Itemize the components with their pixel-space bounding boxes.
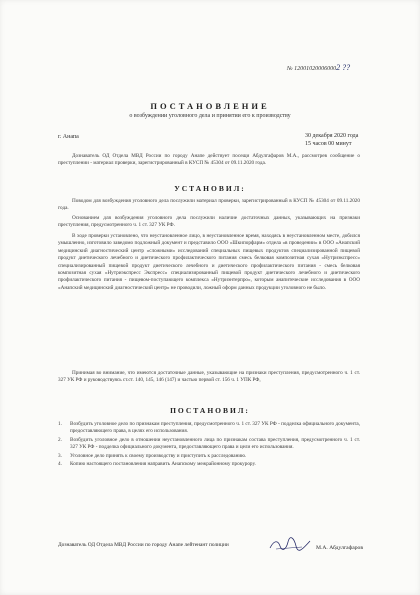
document-number [287,63,350,72]
document-time: 15 часов 00 минут [305,141,352,147]
document-city: г. Анапа [58,134,79,140]
resolved-item: 4. Копию настоящего постановления направить Анапскому межрайонному прокурору. [58,461,256,468]
resolved-item: 1. Возбудить уголовное дело по признакам преступления, предусмотренного ч. 1 ст. 327 УК РФ - подделка официального документа, предоставляющего права, в целях его использования. [58,421,360,435]
intro-paragraph: Дознаватель ОД Отдела МВД России по городу Анапе действует посещи Абдулгафаров М.А., рассмотрев сообщение о преступлении - материал проверки, зарегистрированный в КУСП № 45304 от 09.11.2020 года. [58,153,360,167]
document-subtitle: о возбуждении уголовного дела и принятии его к производству [129,113,291,119]
resolved-item: 2. Возбудить уголовное дело в отношении неустановленного лица по признакам состава преступления, предусмотренного ч. 1 ст. 327 УК РФ - подделка официального документа, предоставляющего права и цели его использования. [58,436,360,451]
handwritten-signature [268,536,312,552]
resolved-item: 3. Уголовное дело принять к своему производству и приступить к расследованию. [58,452,247,459]
established-heading: УСТАНОВИЛ: [174,184,246,193]
closing-paragraph: Принимая во внимание, что имеются достаточные данные, указывающие на признаки преступления, предусмотренного ч. 1 ст. 327 УК РФ и руководствуясь ст.ст. 140, 145, 146 (147) и частью первой ст. 156 ч. 1 УПК РФ, [58,370,360,384]
established-paragraph-1: Поводом для возбуждения уголовного дела послужили материал проверки, зарегистрированный в КУСП № 45304 от 09.11.2020 года. [58,198,360,212]
established-paragraph-3: В ходе проверки установлено, что неустановленное лицо, в неустановленное время, находясь в неустановленном месте, добился умышленно, изготовило заведомо подложный документ и представило ООО «Шкипорфарм» отдела «в проведении» в ООО «Анапский медицинский диагностический центр «сложными» исследований специальных пищевых продуктов специализированной пищевой продукт диетического лечебного и диетического профилактического питания смесь белковая композитная сухая «Нутриэкспресс» специализированный пищевой продукт диетического лечебного и диетического профилактического питания - смесь белковая композитная сухая «Нутриэкспресс Экспресс» специализированный пищевой продукт диетического лечебного и диетического профилактического питания - пищевом-поступающего комплекса «Нутриэнтерпро», которым анапитеческие исследования в ООО «Анапский медицинский диагностический центр» не проводили, ложный оформ данных продукции уголовного не было. [58,233,360,291]
document-number-label: № 12001020006000 [287,66,337,72]
signatory-name: М.А. Абдулгафаров [316,545,363,551]
handwritten-number: 2 ?? [336,63,351,72]
document-title: ПОСТАНОВЛЕНИЕ [150,101,270,111]
resolved-heading: ПОСТАНОВИЛ: [170,406,250,415]
established-paragraph-2: Основанием для возбуждения уголовного дела послужили наличие достаточных данных, указывающих на признаки преступления, предусмотренного ч. 1 ст. 327 УК РФ. [58,215,360,229]
document-date: 30 декабря 2020 года [305,133,359,139]
resolved-list [58,421,360,469]
signatory-position: Дознаватель ОД Отдела МВД России по городу Анапе лейтенант полиции [58,542,229,548]
